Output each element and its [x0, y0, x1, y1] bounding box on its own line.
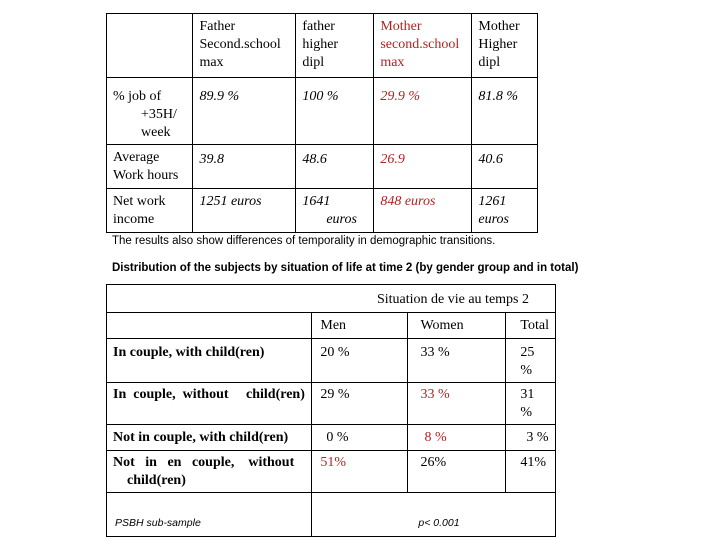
value-cell: 51%	[312, 451, 408, 493]
value-cell: 848 euros	[374, 189, 472, 233]
value-cell: 3 %	[506, 425, 556, 451]
header-mother-secondary: Mother second.school max	[374, 14, 472, 78]
footer-left-cell	[107, 493, 312, 537]
group-header-text: Situation de vie au temps 2	[376, 292, 529, 307]
row-label-job35h-line1: % job of	[113, 89, 162, 104]
col-header-spacer	[107, 313, 312, 339]
value-cell: 8 %	[408, 425, 506, 451]
row-label-net-income	[107, 189, 193, 233]
caption-temporality: The results also show differences of temporality in demographic transitions.	[112, 235, 496, 247]
value-cell: 39.8	[193, 145, 296, 189]
value-cell: 33 %	[408, 339, 506, 383]
life-situation-table	[106, 284, 556, 537]
col-header-men: Men	[312, 313, 408, 339]
header-father-higher: father higher dipl	[296, 14, 374, 78]
group-header-spacer	[107, 285, 312, 313]
value-cell: 26.9	[374, 145, 472, 189]
row-label-net-income-line2: income	[113, 212, 155, 227]
value-cell: 26%	[408, 451, 506, 493]
footer-sample-note: PSBH sub-sample	[115, 517, 201, 529]
value-cell: 48.6	[296, 145, 374, 189]
value-cell: 20 %	[312, 339, 408, 383]
value-cell: 31 %	[506, 383, 556, 425]
header-father-secondary: Father Second.school max	[193, 14, 296, 78]
col-header-women: Women	[408, 313, 506, 339]
value-cell: 1251 euros	[193, 189, 296, 233]
row-label-line2: child(ren)	[127, 473, 186, 488]
row-label-job35h	[107, 78, 193, 145]
corner-cell	[107, 14, 193, 78]
group-header	[312, 285, 556, 313]
row-label-couple-with-children: In couple, with child(ren)	[107, 339, 312, 383]
value-cell: 81.8 %	[472, 78, 538, 145]
row-label-job35h-line3: week	[141, 125, 171, 140]
value-cell: 41%	[506, 451, 556, 493]
value-cell: 0 %	[312, 425, 408, 451]
value-cell: 29 %	[312, 383, 408, 425]
row-label-single-without-children	[107, 451, 312, 493]
value-cell: 100 %	[296, 78, 374, 145]
footer-right-cell	[312, 493, 556, 537]
row-label-couple-without-children: In couple, without child(ren)	[107, 383, 312, 425]
col-header-total: Total	[506, 313, 556, 339]
value-cell	[296, 189, 374, 233]
header-mother-higher: Mother Higher dipl	[472, 14, 538, 78]
value-cell: 25 %	[506, 339, 556, 383]
value-cell: 89.9 %	[193, 78, 296, 145]
row-label-job35h-line2: +35H/	[141, 107, 177, 122]
value-cell: 33 %	[408, 383, 506, 425]
row-label-average-hours-line1: Average	[113, 150, 160, 165]
row-label-average-hours	[107, 145, 193, 189]
row-label-net-income-line1: Net work	[113, 194, 166, 209]
value-line1: 1641	[302, 194, 331, 209]
row-label-single-with-children: Not in couple, with child(ren)	[107, 425, 312, 451]
value-cell: 29.9 %	[374, 78, 472, 145]
value-cell: 1261 euros	[472, 189, 538, 233]
caption-distribution: Distribution of the subjects by situation of life at time 2 (by gender group and in total)	[112, 262, 579, 274]
row-label-line1: Not in en couple, without	[113, 455, 295, 470]
value-cell: 40.6	[472, 145, 538, 189]
value-line2: euros	[326, 212, 357, 227]
row-label-average-hours-line2: Work hours	[113, 168, 179, 183]
footer-p-value: p< 0.001	[418, 517, 460, 529]
parental-employment-table	[106, 13, 538, 233]
